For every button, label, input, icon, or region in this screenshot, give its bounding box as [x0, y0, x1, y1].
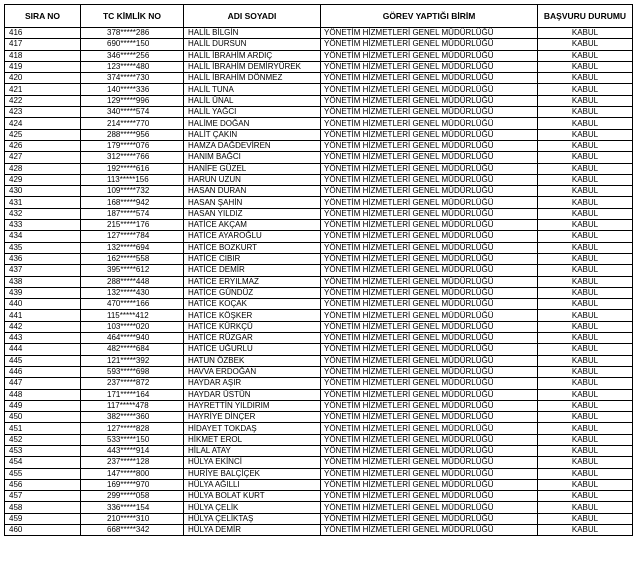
table-row — [5, 378, 633, 389]
cell-sira-no: 453 — [5, 445, 81, 456]
cell-adi-soyadi: HASAN ŞAHİN — [184, 197, 321, 208]
cell-tc-kimlik-no: 482*****684 — [81, 344, 184, 355]
table-row — [5, 61, 633, 72]
table-row — [5, 321, 633, 332]
cell-basvuru-durumu: KABUL — [538, 231, 633, 242]
cell-gorev-birim: YÖNETİM HİZMETLERİ GENEL MÜDÜRLÜĞÜ — [321, 107, 538, 118]
cell-basvuru-durumu: KABUL — [538, 208, 633, 219]
cell-tc-kimlik-no: 140*****336 — [81, 84, 184, 95]
table-row — [5, 197, 633, 208]
table-row — [5, 434, 633, 445]
cell-tc-kimlik-no: 127*****828 — [81, 423, 184, 434]
cell-gorev-birim: YÖNETİM HİZMETLERİ GENEL MÜDÜRLÜĞÜ — [321, 434, 538, 445]
cell-gorev-birim: YÖNETİM HİZMETLERİ GENEL MÜDÜRLÜĞÜ — [321, 310, 538, 321]
cell-basvuru-durumu: KABUL — [538, 389, 633, 400]
cell-adi-soyadi: HALİME DOĞAN — [184, 118, 321, 129]
cell-tc-kimlik-no: 169*****970 — [81, 479, 184, 490]
cell-tc-kimlik-no: 210*****310 — [81, 513, 184, 524]
cell-basvuru-durumu: KABUL — [538, 333, 633, 344]
cell-basvuru-durumu: KABUL — [538, 378, 633, 389]
cell-gorev-birim: YÖNETİM HİZMETLERİ GENEL MÜDÜRLÜĞÜ — [321, 513, 538, 524]
cell-tc-kimlik-no: 443*****914 — [81, 445, 184, 456]
cell-sira-no: 439 — [5, 287, 81, 298]
table-row — [5, 231, 633, 242]
cell-adi-soyadi: HALİL BİLGİN — [184, 28, 321, 39]
cell-adi-soyadi: HAYDAR ÜSTÜN — [184, 389, 321, 400]
table-row — [5, 457, 633, 468]
header-sira-no: SIRA NO — [5, 5, 81, 28]
cell-gorev-birim: YÖNETİM HİZMETLERİ GENEL MÜDÜRLÜĞÜ — [321, 50, 538, 61]
cell-sira-no: 419 — [5, 61, 81, 72]
cell-basvuru-durumu: KABUL — [538, 253, 633, 264]
cell-sira-no: 455 — [5, 468, 81, 479]
cell-basvuru-durumu: KABUL — [538, 265, 633, 276]
cell-basvuru-durumu: KABUL — [538, 513, 633, 524]
cell-sira-no: 440 — [5, 299, 81, 310]
cell-adi-soyadi: HAYRETTİN YILDIRIM — [184, 400, 321, 411]
cell-basvuru-durumu: KABUL — [538, 186, 633, 197]
cell-sira-no: 431 — [5, 197, 81, 208]
cell-sira-no: 428 — [5, 163, 81, 174]
table-row — [5, 355, 633, 366]
cell-adi-soyadi: HATİCE KOÇAK — [184, 299, 321, 310]
cell-sira-no: 434 — [5, 231, 81, 242]
cell-sira-no: 433 — [5, 220, 81, 231]
cell-basvuru-durumu: KABUL — [538, 95, 633, 106]
cell-gorev-birim: YÖNETİM HİZMETLERİ GENEL MÜDÜRLÜĞÜ — [321, 287, 538, 298]
cell-basvuru-durumu: KABUL — [538, 299, 633, 310]
table-row — [5, 242, 633, 253]
cell-adi-soyadi: HATİCE BOZKURT — [184, 242, 321, 253]
cell-adi-soyadi: HALİL İBRAHİM DÖNMEZ — [184, 73, 321, 84]
table-row — [5, 186, 633, 197]
cell-sira-no: 448 — [5, 389, 81, 400]
table-row — [5, 479, 633, 490]
cell-sira-no: 423 — [5, 107, 81, 118]
cell-tc-kimlik-no: 132*****430 — [81, 287, 184, 298]
cell-basvuru-durumu: KABUL — [538, 61, 633, 72]
table-row — [5, 513, 633, 524]
cell-sira-no: 446 — [5, 366, 81, 377]
cell-sira-no: 454 — [5, 457, 81, 468]
cell-gorev-birim: YÖNETİM HİZMETLERİ GENEL MÜDÜRLÜĞÜ — [321, 152, 538, 163]
cell-basvuru-durumu: KABUL — [538, 73, 633, 84]
cell-tc-kimlik-no: 103*****020 — [81, 321, 184, 332]
cell-gorev-birim: YÖNETİM HİZMETLERİ GENEL MÜDÜRLÜĞÜ — [321, 61, 538, 72]
table-row — [5, 220, 633, 231]
cell-gorev-birim: YÖNETİM HİZMETLERİ GENEL MÜDÜRLÜĞÜ — [321, 84, 538, 95]
cell-gorev-birim: YÖNETİM HİZMETLERİ GENEL MÜDÜRLÜĞÜ — [321, 95, 538, 106]
cell-adi-soyadi: HATİCE KÜRKÇÜ — [184, 321, 321, 332]
cell-gorev-birim: YÖNETİM HİZMETLERİ GENEL MÜDÜRLÜĞÜ — [321, 400, 538, 411]
cell-sira-no: 430 — [5, 186, 81, 197]
table-row — [5, 265, 633, 276]
cell-basvuru-durumu: KABUL — [538, 84, 633, 95]
table-row — [5, 491, 633, 502]
cell-gorev-birim: YÖNETİM HİZMETLERİ GENEL MÜDÜRLÜĞÜ — [321, 412, 538, 423]
cell-tc-kimlik-no: 340*****574 — [81, 107, 184, 118]
cell-adi-soyadi: HARUN UZUN — [184, 174, 321, 185]
cell-tc-kimlik-no: 171*****164 — [81, 389, 184, 400]
header-tc-kimlik-no: TC KİMLİK NO — [81, 5, 184, 28]
cell-sira-no: 422 — [5, 95, 81, 106]
cell-tc-kimlik-no: 115*****412 — [81, 310, 184, 321]
cell-gorev-birim: YÖNETİM HİZMETLERİ GENEL MÜDÜRLÜĞÜ — [321, 491, 538, 502]
cell-sira-no: 420 — [5, 73, 81, 84]
cell-sira-no: 458 — [5, 502, 81, 513]
cell-tc-kimlik-no: 288*****956 — [81, 129, 184, 140]
cell-adi-soyadi: HAVVA ERDOĞAN — [184, 366, 321, 377]
cell-adi-soyadi: HÜLYA EKİNCİ — [184, 457, 321, 468]
cell-sira-no: 441 — [5, 310, 81, 321]
cell-sira-no: 432 — [5, 208, 81, 219]
cell-tc-kimlik-no: 288*****448 — [81, 276, 184, 287]
cell-basvuru-durumu: KABUL — [538, 28, 633, 39]
cell-tc-kimlik-no: 214*****770 — [81, 118, 184, 129]
cell-adi-soyadi: HALİL DURSUN — [184, 39, 321, 50]
cell-tc-kimlik-no: 346*****256 — [81, 50, 184, 61]
cell-gorev-birim: YÖNETİM HİZMETLERİ GENEL MÜDÜRLÜĞÜ — [321, 129, 538, 140]
table-row — [5, 73, 633, 84]
cell-adi-soyadi: HATİCE AYAROĞLU — [184, 231, 321, 242]
cell-gorev-birim: YÖNETİM HİZMETLERİ GENEL MÜDÜRLÜĞÜ — [321, 355, 538, 366]
cell-adi-soyadi: HİKMET EROL — [184, 434, 321, 445]
table-row — [5, 174, 633, 185]
cell-tc-kimlik-no: 374*****730 — [81, 73, 184, 84]
cell-adi-soyadi: HATİCE DEMİR — [184, 265, 321, 276]
applicant-table — [4, 4, 633, 536]
cell-basvuru-durumu: KABUL — [538, 220, 633, 231]
cell-basvuru-durumu: KABUL — [538, 321, 633, 332]
table-row — [5, 84, 633, 95]
cell-gorev-birim: YÖNETİM HİZMETLERİ GENEL MÜDÜRLÜĞÜ — [321, 423, 538, 434]
cell-sira-no: 429 — [5, 174, 81, 185]
cell-adi-soyadi: HÜLYA ÇELİKTAŞ — [184, 513, 321, 524]
header-basvuru-durumu: BAŞVURU DURUMU — [538, 5, 633, 28]
cell-gorev-birim: YÖNETİM HİZMETLERİ GENEL MÜDÜRLÜĞÜ — [321, 378, 538, 389]
cell-basvuru-durumu: KABUL — [538, 197, 633, 208]
cell-tc-kimlik-no: 168*****942 — [81, 197, 184, 208]
cell-tc-kimlik-no: 395*****612 — [81, 265, 184, 276]
cell-gorev-birim: YÖNETİM HİZMETLERİ GENEL MÜDÜRLÜĞÜ — [321, 118, 538, 129]
cell-gorev-birim: YÖNETİM HİZMETLERİ GENEL MÜDÜRLÜĞÜ — [321, 333, 538, 344]
table-header — [5, 5, 633, 28]
cell-basvuru-durumu: KABUL — [538, 287, 633, 298]
table-row — [5, 253, 633, 264]
cell-adi-soyadi: HALİL İBRAHİM ARDIÇ — [184, 50, 321, 61]
cell-tc-kimlik-no: 187*****574 — [81, 208, 184, 219]
cell-sira-no: 418 — [5, 50, 81, 61]
table-row — [5, 525, 633, 536]
cell-gorev-birim: YÖNETİM HİZMETLERİ GENEL MÜDÜRLÜĞÜ — [321, 321, 538, 332]
table-row — [5, 95, 633, 106]
cell-basvuru-durumu: KABUL — [538, 525, 633, 536]
cell-gorev-birim: YÖNETİM HİZMETLERİ GENEL MÜDÜRLÜĞÜ — [321, 265, 538, 276]
cell-adi-soyadi: HALİL İBRAHİM DEMİRYÜREK — [184, 61, 321, 72]
cell-tc-kimlik-no: 382*****360 — [81, 412, 184, 423]
cell-adi-soyadi: HÜLYA BOLAT KURT — [184, 491, 321, 502]
table-row — [5, 299, 633, 310]
cell-tc-kimlik-no: 121*****392 — [81, 355, 184, 366]
cell-tc-kimlik-no: 113*****156 — [81, 174, 184, 185]
cell-tc-kimlik-no: 132*****694 — [81, 242, 184, 253]
cell-tc-kimlik-no: 470*****166 — [81, 299, 184, 310]
cell-gorev-birim: YÖNETİM HİZMETLERİ GENEL MÜDÜRLÜĞÜ — [321, 344, 538, 355]
cell-gorev-birim: YÖNETİM HİZMETLERİ GENEL MÜDÜRLÜĞÜ — [321, 163, 538, 174]
cell-tc-kimlik-no: 117*****478 — [81, 400, 184, 411]
cell-adi-soyadi: HALİT ÇAKIN — [184, 129, 321, 140]
table-row — [5, 208, 633, 219]
cell-adi-soyadi: HÜLYA DEMİR — [184, 525, 321, 536]
cell-adi-soyadi: HÜLYA AĞILLI — [184, 479, 321, 490]
table-row — [5, 389, 633, 400]
table-row — [5, 50, 633, 61]
cell-tc-kimlik-no: 378*****286 — [81, 28, 184, 39]
cell-adi-soyadi: HAYRİYE DİNÇER — [184, 412, 321, 423]
table-row — [5, 163, 633, 174]
cell-tc-kimlik-no: 336*****154 — [81, 502, 184, 513]
cell-tc-kimlik-no: 129*****996 — [81, 95, 184, 106]
cell-basvuru-durumu: KABUL — [538, 366, 633, 377]
header-gorev-birim: GÖREV YAPTIĞI BİRİM — [321, 5, 538, 28]
cell-gorev-birim: YÖNETİM HİZMETLERİ GENEL MÜDÜRLÜĞÜ — [321, 208, 538, 219]
cell-basvuru-durumu: KABUL — [538, 468, 633, 479]
cell-adi-soyadi: HATİCE RÜZGAR — [184, 333, 321, 344]
cell-basvuru-durumu: KABUL — [538, 457, 633, 468]
cell-basvuru-durumu: KABUL — [538, 50, 633, 61]
cell-basvuru-durumu: KABUL — [538, 491, 633, 502]
table-row — [5, 423, 633, 434]
cell-sira-no: 452 — [5, 434, 81, 445]
cell-tc-kimlik-no: 109*****732 — [81, 186, 184, 197]
table-row — [5, 310, 633, 321]
cell-gorev-birim: YÖNETİM HİZMETLERİ GENEL MÜDÜRLÜĞÜ — [321, 197, 538, 208]
cell-adi-soyadi: HÜLYA ÇELİK — [184, 502, 321, 513]
table-row — [5, 28, 633, 39]
cell-basvuru-durumu: KABUL — [538, 152, 633, 163]
cell-gorev-birim: YÖNETİM HİZMETLERİ GENEL MÜDÜRLÜĞÜ — [321, 525, 538, 536]
cell-gorev-birim: YÖNETİM HİZMETLERİ GENEL MÜDÜRLÜĞÜ — [321, 366, 538, 377]
cell-gorev-birim: YÖNETİM HİZMETLERİ GENEL MÜDÜRLÜĞÜ — [321, 502, 538, 513]
cell-tc-kimlik-no: 215*****176 — [81, 220, 184, 231]
cell-tc-kimlik-no: 192*****616 — [81, 163, 184, 174]
cell-gorev-birim: YÖNETİM HİZMETLERİ GENEL MÜDÜRLÜĞÜ — [321, 174, 538, 185]
table-row — [5, 445, 633, 456]
table-row — [5, 152, 633, 163]
table-row — [5, 118, 633, 129]
cell-sira-no: 447 — [5, 378, 81, 389]
cell-gorev-birim: YÖNETİM HİZMETLERİ GENEL MÜDÜRLÜĞÜ — [321, 186, 538, 197]
table-row — [5, 107, 633, 118]
cell-adi-soyadi: HASAN YILDIZ — [184, 208, 321, 219]
cell-gorev-birim: YÖNETİM HİZMETLERİ GENEL MÜDÜRLÜĞÜ — [321, 242, 538, 253]
table-row — [5, 366, 633, 377]
cell-adi-soyadi: HAYDAR AŞIR — [184, 378, 321, 389]
cell-basvuru-durumu: KABUL — [538, 118, 633, 129]
cell-tc-kimlik-no: 312*****766 — [81, 152, 184, 163]
cell-tc-kimlik-no: 237*****872 — [81, 378, 184, 389]
cell-adi-soyadi: HALİL YAĞCI — [184, 107, 321, 118]
cell-sira-no: 427 — [5, 152, 81, 163]
cell-gorev-birim: YÖNETİM HİZMETLERİ GENEL MÜDÜRLÜĞÜ — [321, 39, 538, 50]
table-body — [5, 28, 633, 536]
cell-tc-kimlik-no: 690*****150 — [81, 39, 184, 50]
cell-tc-kimlik-no: 668*****342 — [81, 525, 184, 536]
header-adi-soyadi: ADI SOYADI — [184, 5, 321, 28]
cell-basvuru-durumu: KABUL — [538, 129, 633, 140]
cell-tc-kimlik-no: 299*****058 — [81, 491, 184, 502]
cell-basvuru-durumu: KABUL — [538, 174, 633, 185]
cell-sira-no: 424 — [5, 118, 81, 129]
cell-gorev-birim: YÖNETİM HİZMETLERİ GENEL MÜDÜRLÜĞÜ — [321, 220, 538, 231]
cell-tc-kimlik-no: 147*****800 — [81, 468, 184, 479]
cell-basvuru-durumu: KABUL — [538, 344, 633, 355]
cell-adi-soyadi: HATİCE AKÇAM — [184, 220, 321, 231]
cell-tc-kimlik-no: 162*****558 — [81, 253, 184, 264]
cell-adi-soyadi: HANİFE GÜZEL — [184, 163, 321, 174]
cell-adi-soyadi: HATİCE ERYILMAZ — [184, 276, 321, 287]
cell-sira-no: 421 — [5, 84, 81, 95]
cell-sira-no: 456 — [5, 479, 81, 490]
cell-gorev-birim: YÖNETİM HİZMETLERİ GENEL MÜDÜRLÜĞÜ — [321, 231, 538, 242]
cell-adi-soyadi: HATİCE CIBIR — [184, 253, 321, 264]
cell-sira-no: 449 — [5, 400, 81, 411]
cell-sira-no: 435 — [5, 242, 81, 253]
cell-basvuru-durumu: KABUL — [538, 400, 633, 411]
cell-adi-soyadi: HASAN DURAN — [184, 186, 321, 197]
cell-basvuru-durumu: KABUL — [538, 140, 633, 151]
table-row — [5, 287, 633, 298]
cell-basvuru-durumu: KABUL — [538, 502, 633, 513]
document-page — [4, 4, 633, 536]
cell-sira-no: 450 — [5, 412, 81, 423]
cell-sira-no: 444 — [5, 344, 81, 355]
table-row — [5, 276, 633, 287]
cell-sira-no: 460 — [5, 525, 81, 536]
cell-sira-no: 459 — [5, 513, 81, 524]
cell-gorev-birim: YÖNETİM HİZMETLERİ GENEL MÜDÜRLÜĞÜ — [321, 299, 538, 310]
cell-sira-no: 417 — [5, 39, 81, 50]
header-row — [5, 5, 633, 28]
cell-gorev-birim: YÖNETİM HİZMETLERİ GENEL MÜDÜRLÜĞÜ — [321, 73, 538, 84]
table-row — [5, 140, 633, 151]
cell-basvuru-durumu: KABUL — [538, 423, 633, 434]
cell-sira-no: 416 — [5, 28, 81, 39]
cell-sira-no: 426 — [5, 140, 81, 151]
cell-adi-soyadi: HATİCE GÜNDÜZ — [184, 287, 321, 298]
cell-adi-soyadi: HATİCE KÖŞKER — [184, 310, 321, 321]
cell-adi-soyadi: HATİCE UĞURLU — [184, 344, 321, 355]
cell-gorev-birim: YÖNETİM HİZMETLERİ GENEL MÜDÜRLÜĞÜ — [321, 253, 538, 264]
cell-tc-kimlik-no: 464*****940 — [81, 333, 184, 344]
cell-sira-no: 443 — [5, 333, 81, 344]
cell-adi-soyadi: HİDAYET TOKDAŞ — [184, 423, 321, 434]
cell-gorev-birim: YÖNETİM HİZMETLERİ GENEL MÜDÜRLÜĞÜ — [321, 140, 538, 151]
cell-basvuru-durumu: KABUL — [538, 310, 633, 321]
cell-basvuru-durumu: KABUL — [538, 445, 633, 456]
cell-gorev-birim: YÖNETİM HİZMETLERİ GENEL MÜDÜRLÜĞÜ — [321, 389, 538, 400]
cell-basvuru-durumu: KABUL — [538, 412, 633, 423]
table-row — [5, 129, 633, 140]
cell-gorev-birim: YÖNETİM HİZMETLERİ GENEL MÜDÜRLÜĞÜ — [321, 445, 538, 456]
cell-sira-no: 451 — [5, 423, 81, 434]
cell-adi-soyadi: HATUN ÖZBEK — [184, 355, 321, 366]
cell-tc-kimlik-no: 127*****784 — [81, 231, 184, 242]
cell-basvuru-durumu: KABUL — [538, 163, 633, 174]
cell-gorev-birim: YÖNETİM HİZMETLERİ GENEL MÜDÜRLÜĞÜ — [321, 468, 538, 479]
cell-gorev-birim: YÖNETİM HİZMETLERİ GENEL MÜDÜRLÜĞÜ — [321, 479, 538, 490]
table-row — [5, 344, 633, 355]
cell-basvuru-durumu: KABUL — [538, 479, 633, 490]
cell-gorev-birim: YÖNETİM HİZMETLERİ GENEL MÜDÜRLÜĞÜ — [321, 276, 538, 287]
cell-sira-no: 457 — [5, 491, 81, 502]
cell-sira-no: 437 — [5, 265, 81, 276]
cell-basvuru-durumu: KABUL — [538, 39, 633, 50]
cell-gorev-birim: YÖNETİM HİZMETLERİ GENEL MÜDÜRLÜĞÜ — [321, 28, 538, 39]
table-row — [5, 333, 633, 344]
cell-sira-no: 442 — [5, 321, 81, 332]
table-row — [5, 39, 633, 50]
cell-gorev-birim: YÖNETİM HİZMETLERİ GENEL MÜDÜRLÜĞÜ — [321, 457, 538, 468]
cell-tc-kimlik-no: 593*****698 — [81, 366, 184, 377]
cell-adi-soyadi: HURİYE BALÇİÇEK — [184, 468, 321, 479]
cell-sira-no: 436 — [5, 253, 81, 264]
cell-adi-soyadi: HİLAL ATAY — [184, 445, 321, 456]
cell-adi-soyadi: HANIM BAĞCI — [184, 152, 321, 163]
cell-adi-soyadi: HALİL ÜNAL — [184, 95, 321, 106]
cell-basvuru-durumu: KABUL — [538, 355, 633, 366]
cell-sira-no: 438 — [5, 276, 81, 287]
table-row — [5, 400, 633, 411]
cell-basvuru-durumu: KABUL — [538, 276, 633, 287]
cell-basvuru-durumu: KABUL — [538, 242, 633, 253]
table-row — [5, 468, 633, 479]
cell-sira-no: 445 — [5, 355, 81, 366]
cell-basvuru-durumu: KABUL — [538, 434, 633, 445]
table-row — [5, 502, 633, 513]
cell-adi-soyadi: HAMZA DAĞDEVİREN — [184, 140, 321, 151]
table-row — [5, 412, 633, 423]
cell-adi-soyadi: HALİL TUNA — [184, 84, 321, 95]
cell-tc-kimlik-no: 179*****076 — [81, 140, 184, 151]
cell-basvuru-durumu: KABUL — [538, 107, 633, 118]
cell-tc-kimlik-no: 237*****128 — [81, 457, 184, 468]
cell-tc-kimlik-no: 123*****480 — [81, 61, 184, 72]
cell-tc-kimlik-no: 533*****150 — [81, 434, 184, 445]
cell-sira-no: 425 — [5, 129, 81, 140]
